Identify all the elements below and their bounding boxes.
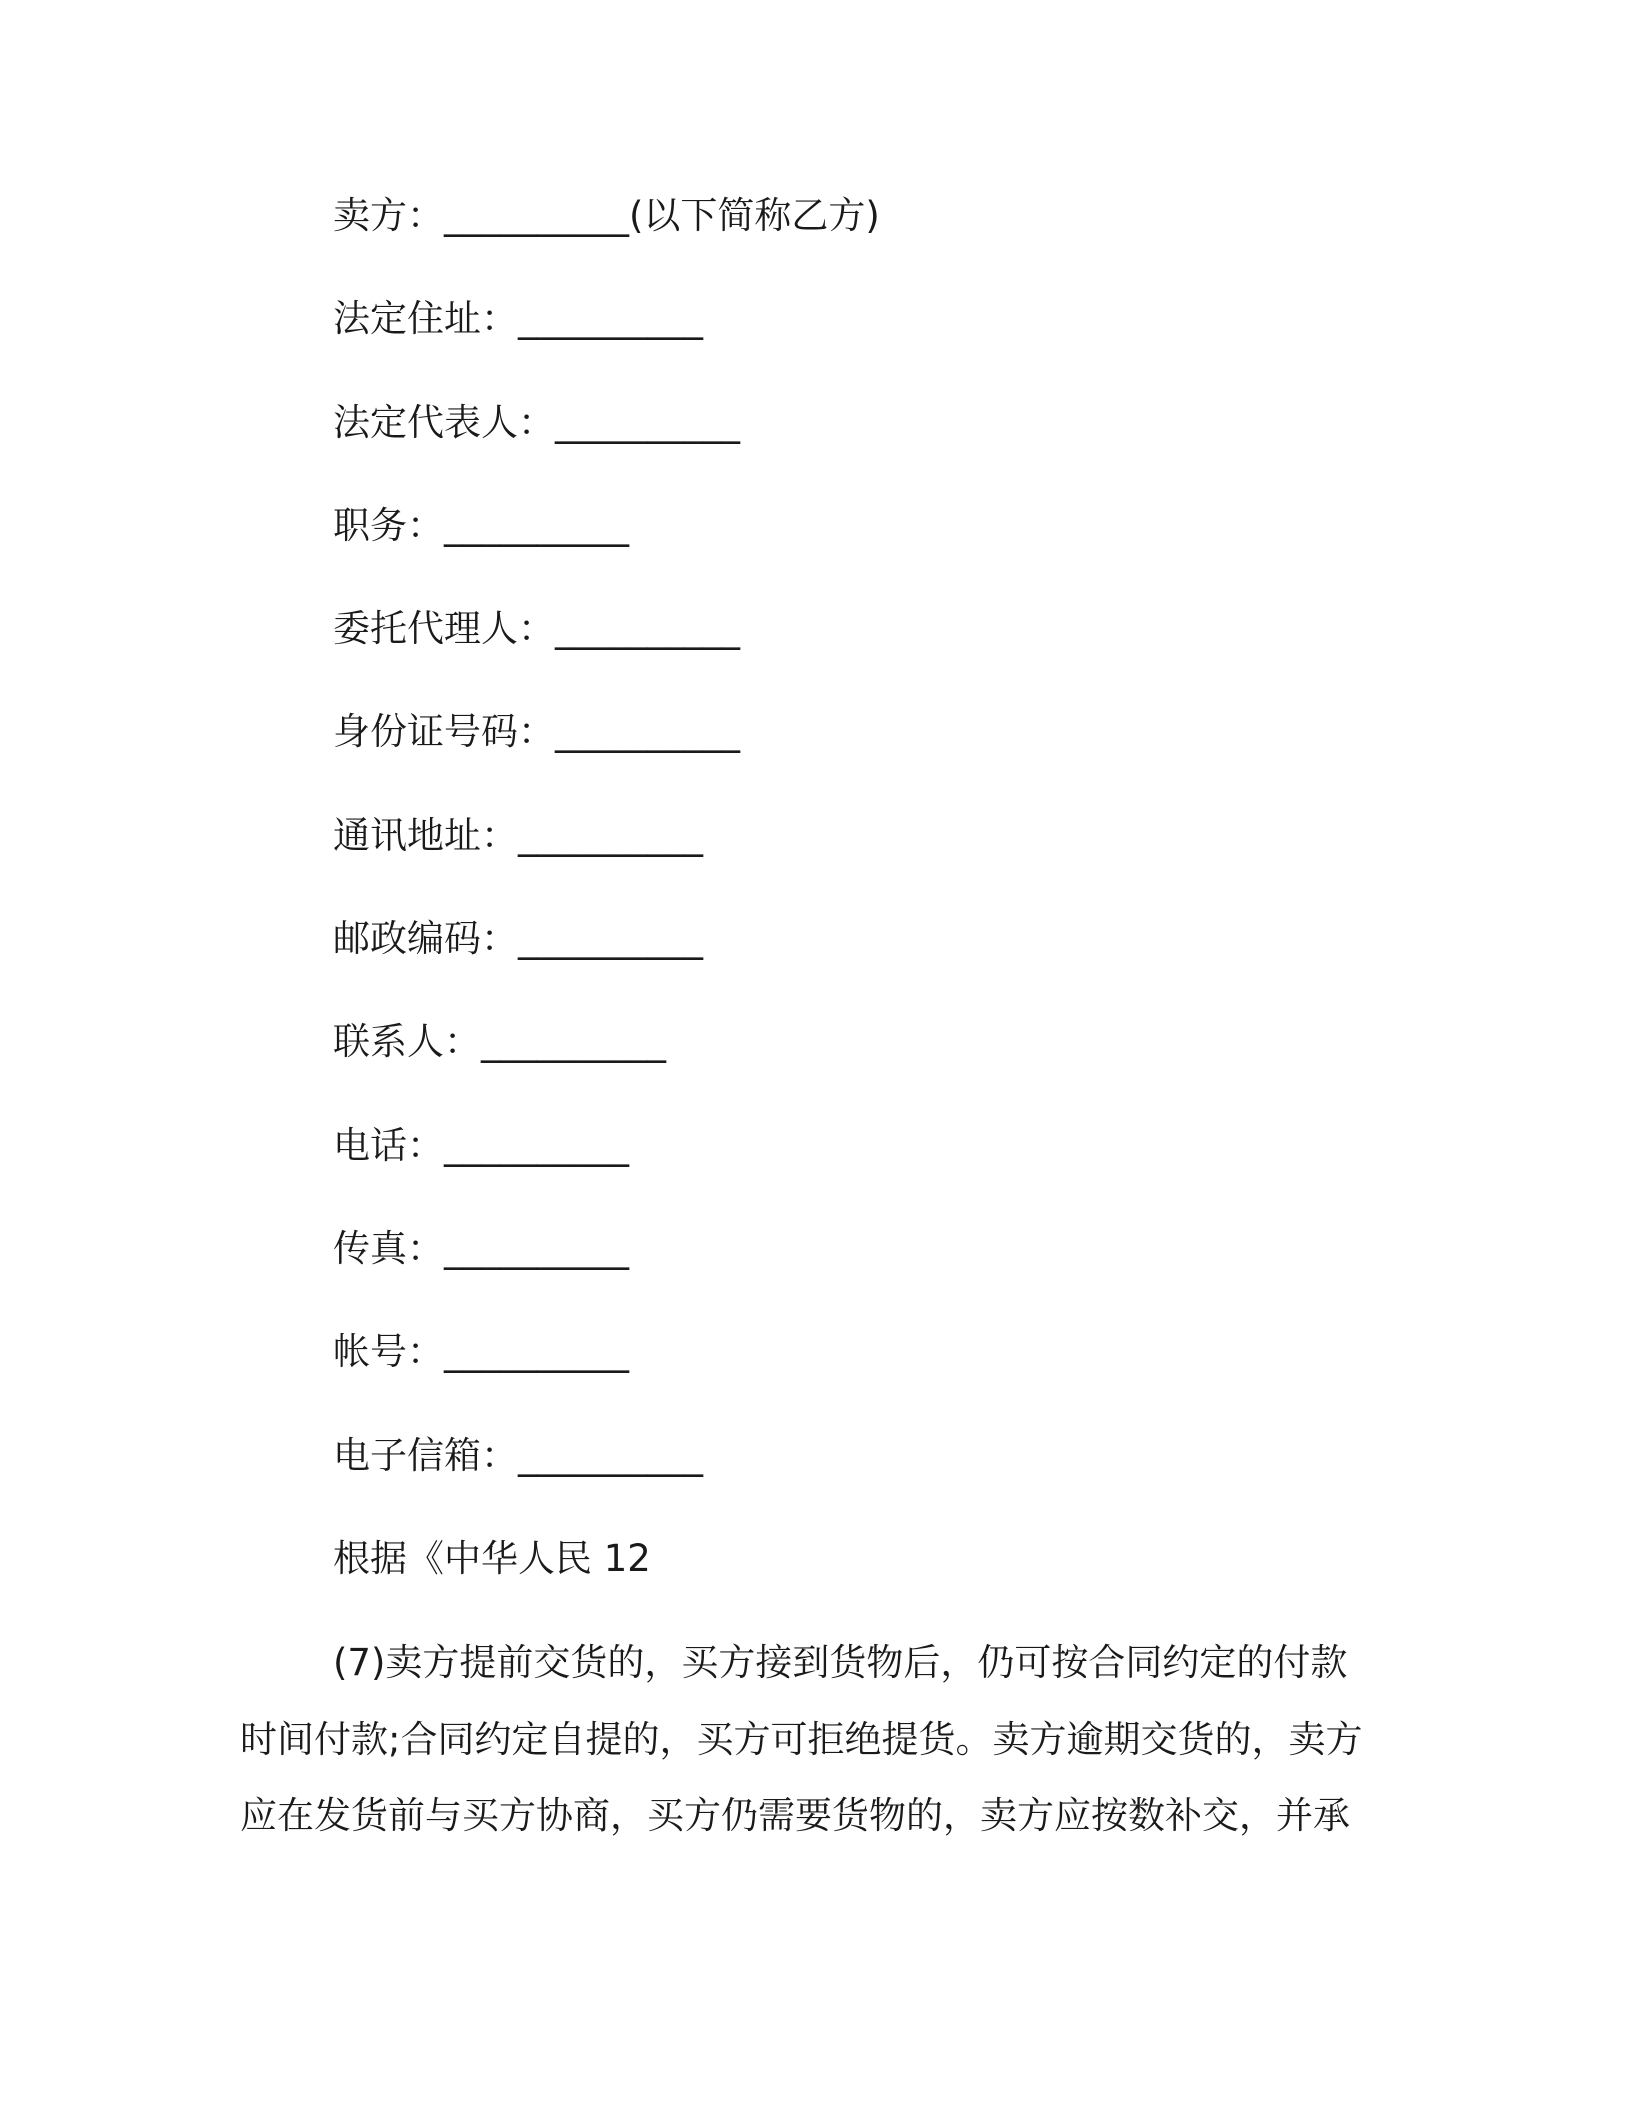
fax-line: 传真：__________ [333,1226,629,1270]
id-number-line: 身份证号码：__________ [333,710,740,754]
authorized-agent-line: 委托代理人：__________ [333,607,740,651]
phone-line: 电话：__________ [333,1123,629,1167]
account-number-line: 帐号：__________ [333,1330,629,1374]
position-line: 职务：__________ [333,503,629,547]
legal-address-line: 法定住址：__________ [333,297,703,341]
postal-code-line: 邮政编码：__________ [333,917,703,961]
paragraph-line: 时间付款;合同约定自提的，买方可拒绝提货。卖方逾期交货的，卖方 [240,1717,1363,1761]
mailing-address-line: 通讯地址：__________ [333,813,703,857]
seller-line: 卖方：__________(以下简称乙方) [333,194,880,237]
paragraph-line: (7)卖方提前交货的，买方接到货物后，仍可按合同约定的付款 [333,1641,1348,1684]
clause-paragraph [240,1625,1370,1855]
paragraph-line: 应在发货前与买方协商，买方仍需要货物的，卖方应按数补交，并承 [240,1794,1350,1838]
basis-line: 根据《中华人民 12 [333,1536,651,1580]
seller-info-block [333,164,1433,1610]
email-line: 电子信箱：__________ [333,1433,703,1477]
contact-person-line: 联系人：__________ [333,1020,666,1064]
legal-representative-line: 法定代表人：__________ [333,400,740,444]
